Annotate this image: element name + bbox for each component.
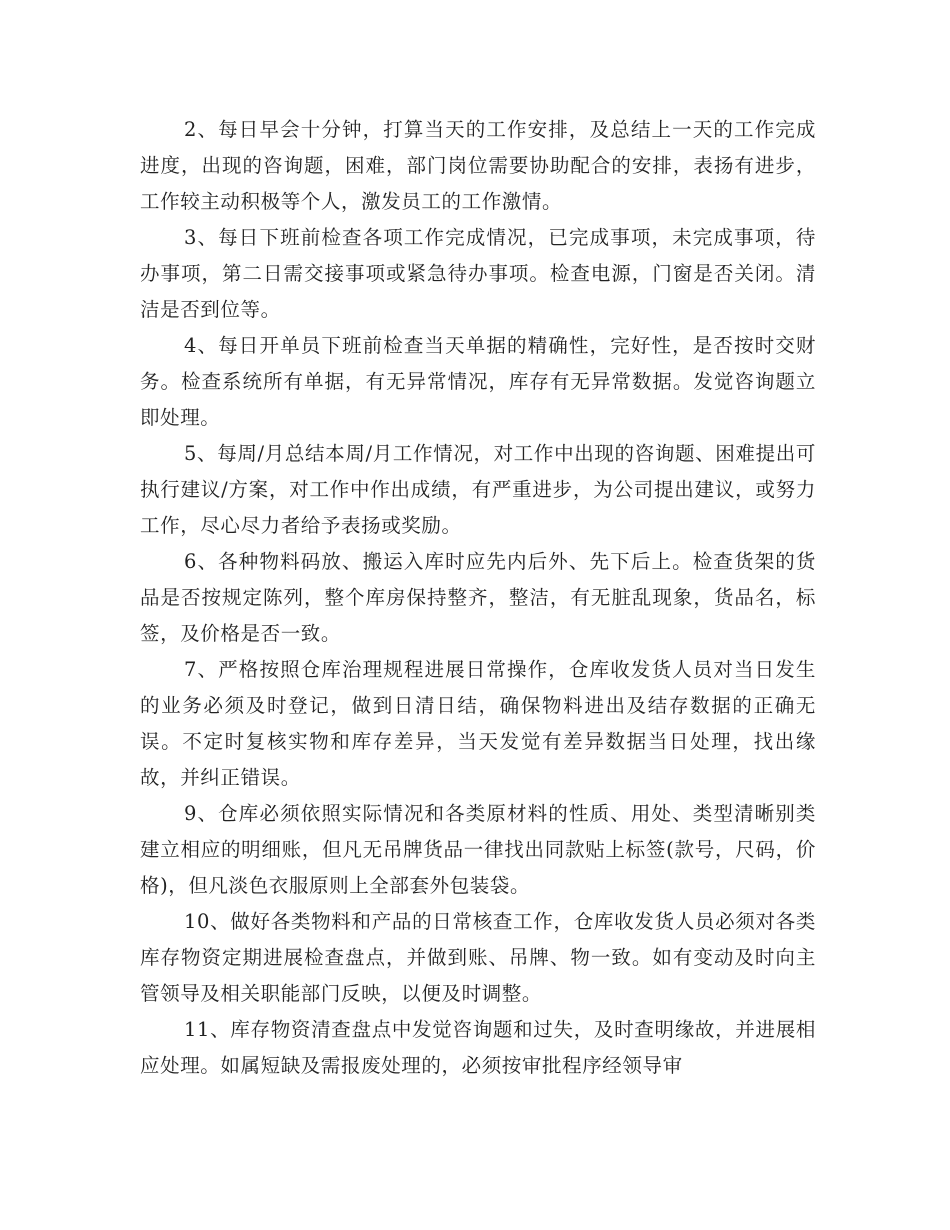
paragraph-7: 7、严格按照仓库治理规程进展日常操作，仓库收发货人员对当日发生的业务必须及时登记，做到日清日结，确保物料进出及结存数据的正确无误。不定时复核实物和库存差异，当天发觉有差异数据当日处理，找出缘故，并纠正错误。 [140,658,816,789]
paragraph-2: 2、每日早会十分钟，打算当天的工作安排，及总结上一天的工作完成进度，出现的咨询题，困难，部门岗位需要协助配合的安排，表扬有进步，工作较主动积极等个人，激发员工的工作激情。 [140,118,816,213]
paragraph-9: 9、仓库必须依照实际情况和各类原材料的性质、用处、类型清晰别类建立相应的明细账，但凡无吊牌货品一律找出同款贴上标签(款号，尺码，价格)，但凡淡色衣服原则上全部套外包装袋。 [140,802,816,897]
paragraph-10: 10、做好各类物料和产品的日常核查工作，仓库收发货人员必须对各类库存物资定期进展检查盘点，并做到账、吊牌、物一致。如有变动及时向主管领导及相关职能部门反映，以便及时调整。 [140,910,816,1005]
paragraph-5: 5、每周/月总结本周/月工作情况，对工作中出现的咨询题、困难提出可执行建议/方案，对工作中作出成绩，有严重进步，为公司提出建议，或努力工作，尽心尽力者给予表扬或奖励。 [140,442,816,537]
paragraph-4: 4、每日开单员下班前检查当天单据的精确性，完好性，是否按时交财务。检查系统所有单据，有无异常情况，库存有无异常数据。发觉咨询题立即处理。 [140,334,816,429]
document-body [140,112,816,1084]
paragraph-11: 11、库存物资清查盘点中发觉咨询题和过失，及时查明缘故，并进展相应处理。如属短缺及需报废处理的，必须按审批程序经领导审 [140,1018,816,1077]
paragraph-6: 6、各种物料码放、搬运入库时应先内后外、先下后上。检查货架的货品是否按规定陈列，整个库房保持整齐，整洁，有无脏乱现象，货品名，标签，及价格是否一致。 [140,550,816,645]
paragraph-3: 3、每日下班前检查各项工作完成情况，已完成事项，未完成事项，待办事项，第二日需交接事项或紧急待办事项。检查电源，门窗是否关闭。清洁是否到位等。 [140,226,816,321]
